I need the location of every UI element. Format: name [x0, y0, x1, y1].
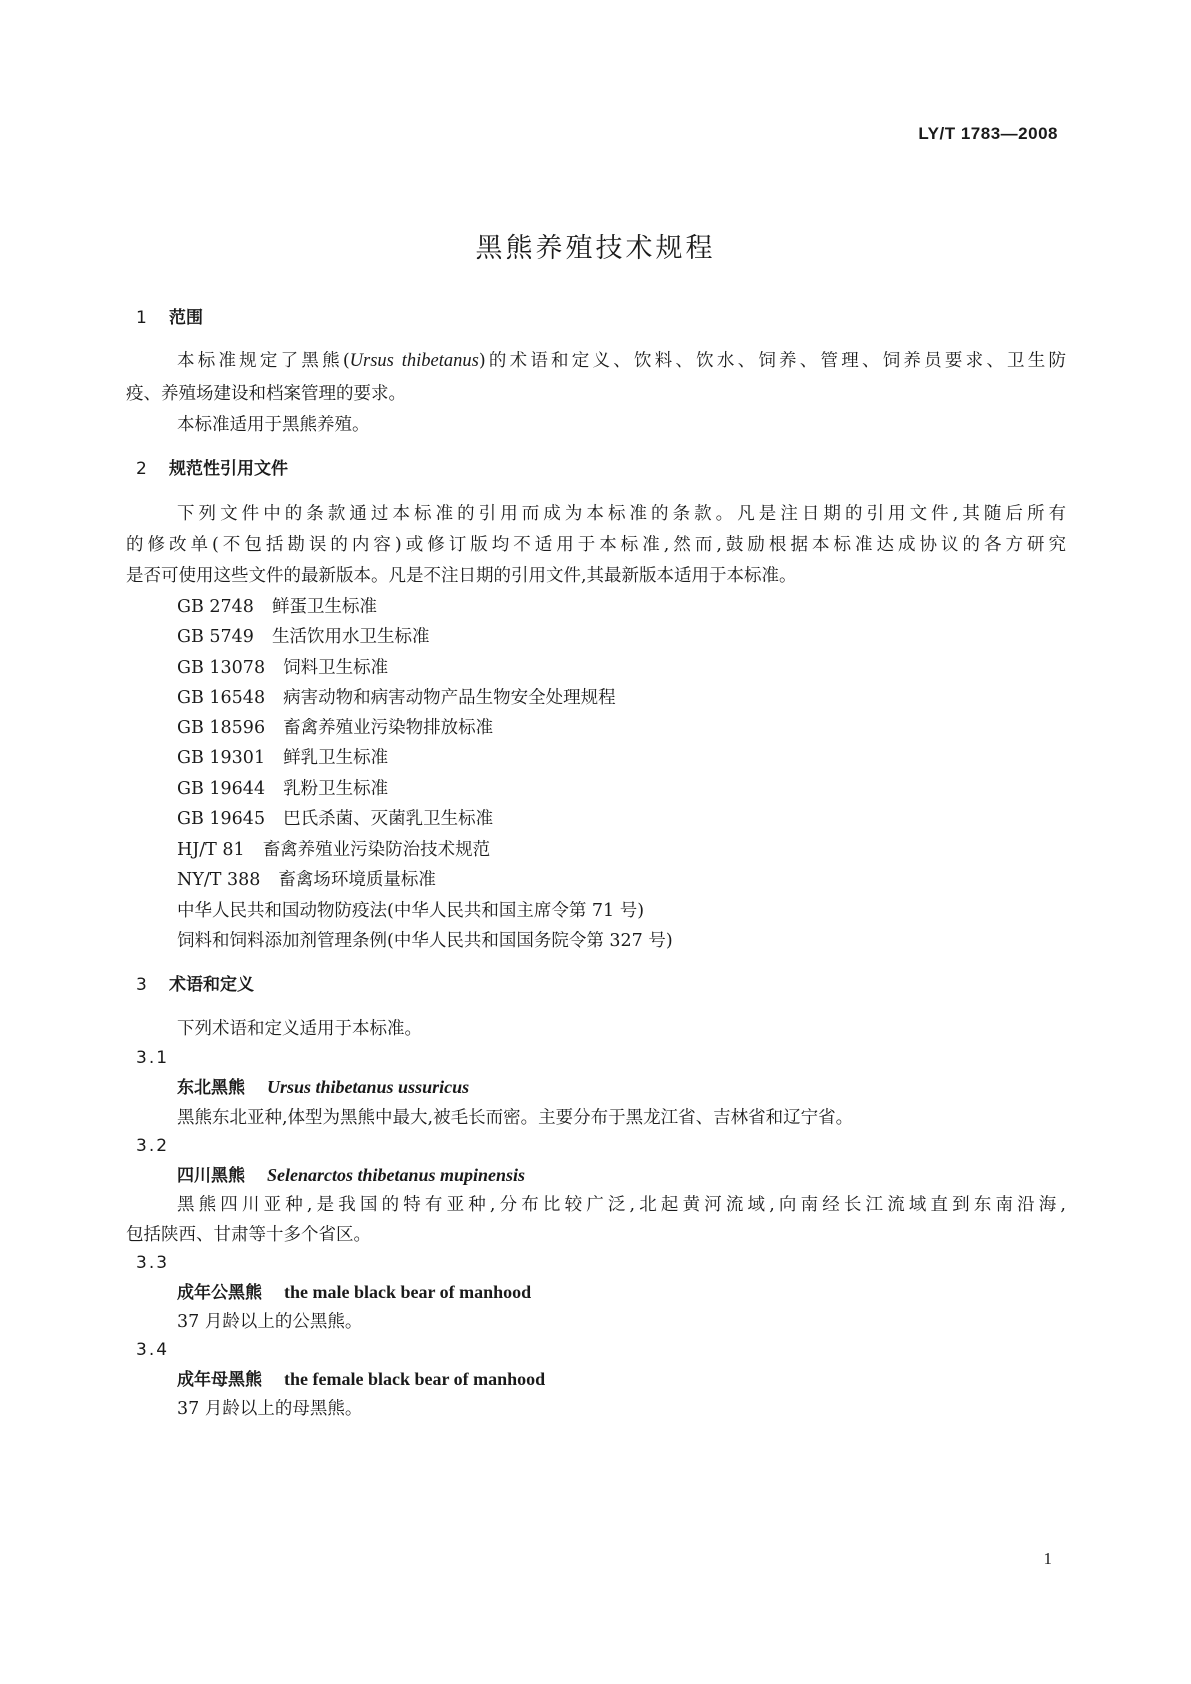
reference-name: 鲜乳卫生标准 — [283, 748, 389, 768]
term-definition: 黑熊四川亚种,是我国的特有亚种,分布比较广泛,北起黄河流域,向南经长江流域直到东南沿海, — [177, 1195, 1066, 1215]
term-english: the female black bear of manhood — [284, 1369, 546, 1389]
section-1-number: 1 — [136, 308, 147, 328]
reference-code: GB 16548 — [177, 688, 266, 708]
reference-name: 乳粉卫生标准 — [283, 779, 389, 799]
term-heading — [177, 1280, 531, 1305]
reference-name: 饲料卫生标准 — [283, 658, 389, 678]
term-definition: 37 月龄以上的公黑熊。 — [177, 1312, 363, 1332]
section-2-title: 规范性引用文件 — [169, 459, 288, 479]
term-chinese: 成年母黑熊 — [177, 1370, 262, 1390]
reference-item — [177, 625, 429, 649]
term-chinese: 四川黑熊 — [177, 1166, 245, 1186]
term-english: Selenarctos thibetanus mupinensis — [267, 1165, 526, 1185]
term-number: 3.3 — [136, 1253, 170, 1273]
reference-item — [177, 716, 493, 740]
reference-name: 巴氏杀菌、灭菌乳卫生标准 — [283, 809, 494, 829]
reference-item — [177, 656, 388, 680]
term-heading — [177, 1163, 525, 1188]
reference-name: 生活饮用水卫生标准 — [271, 627, 430, 647]
reference-name: 畜禽养殖业污染物排放标准 — [283, 718, 494, 738]
term-english: the male black bear of manhood — [284, 1282, 532, 1302]
reference-law-2: 饲料和饲料添加剂管理条例(中华人民共和国国务院令第 327 号) — [177, 931, 673, 951]
reference-name: 畜禽场环境质量标准 — [278, 870, 436, 890]
reference-code: GB 2748 — [177, 597, 254, 617]
reference-item — [177, 807, 493, 831]
section-3-heading — [136, 973, 254, 997]
section-1-paragraph-2: 本标准适用于黑熊养殖。 — [177, 415, 370, 435]
term-number: 3.4 — [136, 1340, 170, 1360]
reference-code: NY/T 388 — [177, 870, 261, 890]
term-number: 3.2 — [136, 1136, 170, 1156]
reference-code: GB 19645 — [177, 809, 266, 829]
term-definition-continued: 包括陕西、甘肃等十多个省区。 — [126, 1225, 371, 1245]
section-1-title: 范围 — [169, 308, 203, 328]
reference-code: GB 13078 — [177, 658, 266, 678]
term-definition: 37 月龄以上的母黑熊。 — [177, 1399, 363, 1419]
reference-code: GB 19301 — [177, 748, 266, 768]
reference-name: 鲜蛋卫生标准 — [271, 597, 377, 617]
section-1-paragraph-1-line-1 — [177, 349, 1066, 373]
term-english: Ursus thibetanus ussuricus — [267, 1077, 470, 1097]
section-3-number: 3 — [136, 975, 147, 995]
text-segment: 本标准规定了黑熊( — [177, 351, 350, 371]
section-2-paragraph-line-1: 下列文件中的条款通过本标准的引用而成为本标准的条款。凡是注日期的引用文件,其随后所有 — [177, 504, 1066, 524]
reference-name: 畜禽养殖业污染防治技术规范 — [262, 840, 491, 860]
term-number: 3.1 — [136, 1048, 170, 1068]
standard-code: LY/T 1783—2008 — [918, 124, 1058, 143]
reference-code: GB 5749 — [177, 627, 254, 647]
section-2-heading — [136, 457, 288, 481]
reference-code: GB 18596 — [177, 718, 266, 738]
term-heading — [177, 1075, 469, 1100]
text-segment: )的术语和定义、饮料、饮水、饲养、管理、饲养员要求、卫生防 — [478, 351, 1067, 371]
document-title: 黑熊养殖技术规程 — [475, 233, 716, 264]
section-3-title: 术语和定义 — [169, 975, 254, 995]
section-2-paragraph-line-2: 的修改单(不包括勘误的内容)或修订版均不适用于本标准,然而,鼓励根据本标准达成协议的各方研究 — [126, 535, 1066, 555]
reference-code: HJ/T 81 — [177, 840, 245, 860]
section-2-number: 2 — [136, 459, 147, 479]
section-1-heading — [136, 306, 203, 330]
section-2-paragraph-line-3: 是否可使用这些文件的最新版本。凡是不注日期的引用文件,其最新版本适用于本标准。 — [126, 566, 797, 586]
reference-item — [177, 595, 377, 619]
reference-item — [177, 838, 490, 862]
term-heading — [177, 1367, 545, 1392]
reference-item — [177, 868, 436, 892]
term-chinese: 东北黑熊 — [177, 1078, 245, 1098]
reference-item — [177, 777, 388, 801]
reference-name: 病害动物和病害动物产品生物安全处理规程 — [283, 688, 616, 708]
page-number: 1 — [1043, 1549, 1052, 1568]
reference-item — [177, 686, 616, 710]
reference-code: GB 19644 — [177, 779, 266, 799]
term-definition: 黑熊东北亚种,体型为黑熊中最大,被毛长而密。主要分布于黑龙江省、吉林省和辽宁省。 — [177, 1108, 854, 1128]
term-chinese: 成年公黑熊 — [177, 1283, 262, 1303]
reference-law-1: 中华人民共和国动物防疫法(中华人民共和国主席令第 71 号) — [177, 901, 645, 921]
section-3-intro: 下列术语和定义适用于本标准。 — [177, 1019, 422, 1039]
section-1-paragraph-1-line-2: 疫、养殖场建设和档案管理的要求。 — [126, 384, 406, 404]
reference-item — [177, 746, 388, 770]
latin-name: Ursus thibetanus — [349, 351, 479, 371]
